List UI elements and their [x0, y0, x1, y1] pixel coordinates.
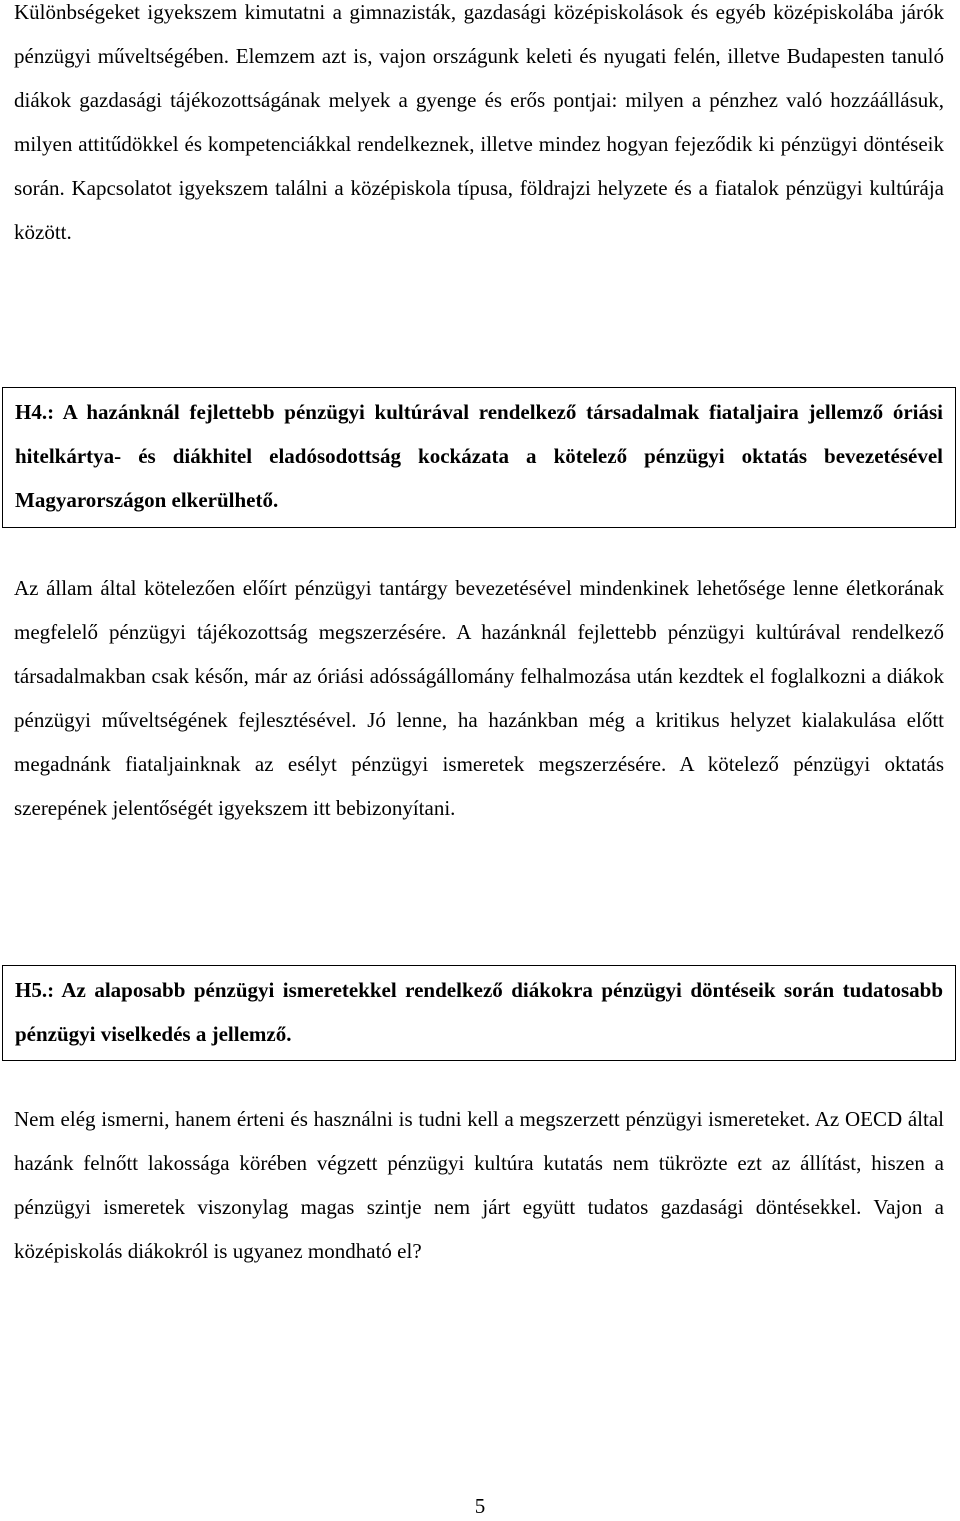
hypothesis-h4-text: H4.: A hazánknál fejlettebb pénzügyi kultúrával rendelkező társadalmak fiataljaira jellemző óriási hitelkártya- és diákhitel eladósodottság kockázata a kötelező pénzügyi oktatás bevezetésével Magyarországon elkerülhető. — [15, 400, 943, 512]
hypothesis-h4-box — [2, 387, 956, 528]
body-paragraph-3: Nem elég ismerni, hanem érteni és használni is tudni kell a megszerzett pénzügyi ismereteket. Az OECD által hazánk felnőtt lakossága körében végzett pénzügyi kultúra kutatás nem tükrözte ezt az állítást, hiszen a pénzügyi ismeretek viszonylag magas szintje nem járt együtt tudatos gazdasági döntésekkel. Vajon a középiskolás diákokról is ugyanez mondható el? — [14, 1107, 944, 1263]
page-number: 5 — [474, 1494, 486, 1518]
hypothesis-h5-box — [2, 965, 956, 1061]
intro-paragraph: Különbségeket igyekszem kimutatni a gimnazisták, gazdasági középiskolások és egyéb középiskolába járók pénzügyi műveltségében. Elemzem azt is, vajon országunk keleti és nyugati felén, illetve Budapesten tanuló diákok gazdasági tájékozottságának melyek a gyenge és erős pontjai: milyen a pénzhez való hozzáállásuk, milyen attitűdökkel és kompetenciákkal rendelkeznek, illetve mindez hogyan fejeződik ki pénzügyi döntéseik során. Kapcsolatot igyekszem találni a középiskola típusa, földrajzi helyzete és a fiatalok pénzügyi kultúrája között. — [14, 0, 944, 244]
hypothesis-h5-text: H5.: Az alaposabb pénzügyi ismeretekkel rendelkező diákokra pénzügyi döntéseik során tudatosabb pénzügyi viselkedés a jellemző. — [15, 978, 943, 1046]
body-paragraph-2: Az állam által kötelezően előírt pénzügyi tantárgy bevezetésével mindenkinek lehetősége lenne életkorának megfelelő pénzügyi tájékozottság megszerzésére. A hazánknál fejlettebb pénzügyi kultúrával rendelkező társadalmakban csak későn, már az óriási adósságállomány felhalmozása után kezdtek el foglalkozni a diákok pénzügyi műveltségének fejlesztésével. Jó lenne, ha hazánkban még a kritikus helyzet kialakulása előtt megadnánk fiataljainknak az esélyt pénzügyi ismeretek megszerzésére. A kötelező pénzügyi oktatás szerepének jelentőségét igyekszem itt bebizonyítani. — [14, 576, 944, 820]
